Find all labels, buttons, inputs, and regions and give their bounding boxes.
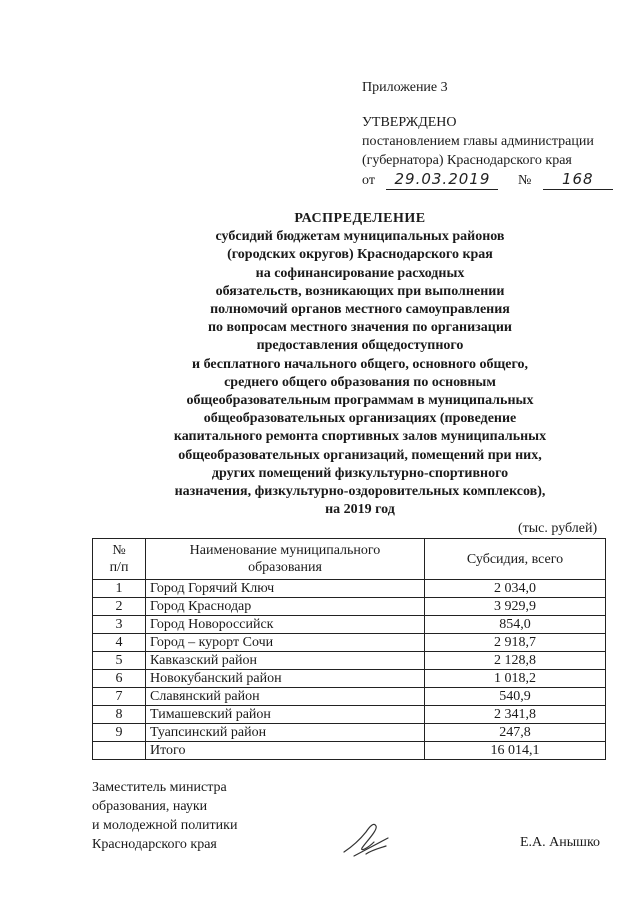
table-row [93, 724, 606, 742]
title-line: капитального ремонта спортивных залов муниципальных [173, 429, 547, 445]
title-line: предоставления общедоступного [256, 338, 464, 354]
units-label: (тыс. рублей) [518, 521, 598, 536]
title-main: РАСПРЕДЕЛЕНИЕ [294, 211, 426, 226]
title-line: среднего общего образования по основным [224, 374, 496, 390]
table-row [93, 634, 606, 652]
table-row [93, 670, 606, 688]
approval-block [362, 78, 613, 190]
header-name-line1: Наименование муниципального [189, 543, 381, 558]
table-row [93, 598, 606, 616]
cell-name: Славянский район [146, 688, 425, 706]
cell-value: 3 929,9 [425, 598, 606, 616]
title-line: обязательств, возникающих при выполнении [215, 283, 505, 299]
title-line: на 2019 год [325, 502, 395, 518]
cell-value: 16 014,1 [425, 742, 606, 760]
cell-name: Кавказский район [146, 652, 425, 670]
cell-num: 6 [93, 670, 146, 688]
position-lines [92, 778, 237, 854]
cell-name: Новокубанский район [146, 670, 425, 688]
title-line: (городских округов) Краснодарского края [227, 247, 493, 263]
title-line: на софинансирование расходных [255, 265, 465, 281]
cell-name: Город Горячий Ключ [146, 580, 425, 598]
cell-num: 3 [93, 616, 146, 634]
cell-num: 7 [93, 688, 146, 706]
table-row [93, 652, 606, 670]
table-row [93, 616, 606, 634]
date-number-row [362, 170, 613, 190]
cell-value: 2 034,0 [425, 580, 606, 598]
title-line: по вопросам местного значения по организации [207, 320, 512, 336]
cell-value: 854,0 [425, 616, 606, 634]
from-label: от [362, 173, 375, 188]
header-num-line1: № [112, 543, 126, 558]
cell-name: Город Краснодар [146, 598, 425, 616]
resolution-line-1: постановлением главы администрации [362, 134, 594, 149]
resolution-line-2: (губернатора) Краснодарского края [362, 153, 572, 168]
footer-position [92, 778, 237, 854]
header-num [93, 539, 146, 580]
signer-name: Е.А. Анышко [520, 835, 601, 850]
title-line: и бесплатного начального общего, основного общего, [192, 356, 528, 372]
cell-value: 1 018,2 [425, 670, 606, 688]
title-line: субсидий бюджетам муниципальных районов [215, 229, 505, 245]
subsidy-table [92, 538, 606, 760]
title-line: общеобразовательных организациях (проведение [203, 411, 517, 427]
header-num-line2: п/п [109, 560, 129, 575]
document-title [110, 210, 610, 519]
table-row [93, 580, 606, 598]
cell-value: 2 128,8 [425, 652, 606, 670]
table-total-row [93, 742, 606, 760]
cell-num: 2 [93, 598, 146, 616]
position-line: и молодежной политики [92, 818, 238, 833]
cell-name: Город – курорт Сочи [146, 634, 425, 652]
position-line: Заместитель министра [92, 780, 227, 795]
cell-num: 4 [93, 634, 146, 652]
title-line: общеобразовательным программам в муниципальных [186, 393, 534, 409]
cell-name: Итого [146, 742, 425, 760]
position-line: Краснодарского края [92, 837, 217, 852]
header-name [146, 539, 425, 580]
cell-name: Туапсинский район [146, 724, 425, 742]
signature-mark [336, 808, 396, 868]
title-line: назначения, физкультурно-оздоровительных комплексов), [174, 484, 546, 500]
cell-num: 5 [93, 652, 146, 670]
header-name-line2: образования [248, 560, 322, 575]
title-line: других помещений физкультурно-спортивного [211, 465, 509, 481]
title-line: полномочий органов местного самоуправления [210, 302, 510, 318]
position-line: образования, науки [92, 799, 208, 814]
table-body [93, 580, 606, 760]
header-value: Субсидия, всего [425, 539, 606, 580]
title-lines [110, 228, 610, 519]
handwritten-number: 168 [543, 170, 613, 190]
table-header-row [93, 539, 606, 580]
cell-num: 9 [93, 724, 146, 742]
cell-value: 247,8 [425, 724, 606, 742]
table-row [93, 688, 606, 706]
cell-name: Город Новороссийск [146, 616, 425, 634]
cell-num: 1 [93, 580, 146, 598]
cell-value: 540,9 [425, 688, 606, 706]
handwritten-date: 29.03.2019 [386, 170, 498, 190]
table-row [93, 706, 606, 724]
cell-name: Тимашевский район [146, 706, 425, 724]
number-label: № [517, 173, 532, 188]
cell-value: 2 341,8 [425, 706, 606, 724]
cell-num: 8 [93, 706, 146, 724]
appendix-label: Приложение 3 [362, 80, 448, 95]
cell-num [93, 742, 146, 760]
approved-label: УТВЕРЖДЕНО [362, 115, 457, 130]
cell-value: 2 918,7 [425, 634, 606, 652]
title-line: общеобразовательных организаций, помещений при них, [178, 447, 542, 463]
